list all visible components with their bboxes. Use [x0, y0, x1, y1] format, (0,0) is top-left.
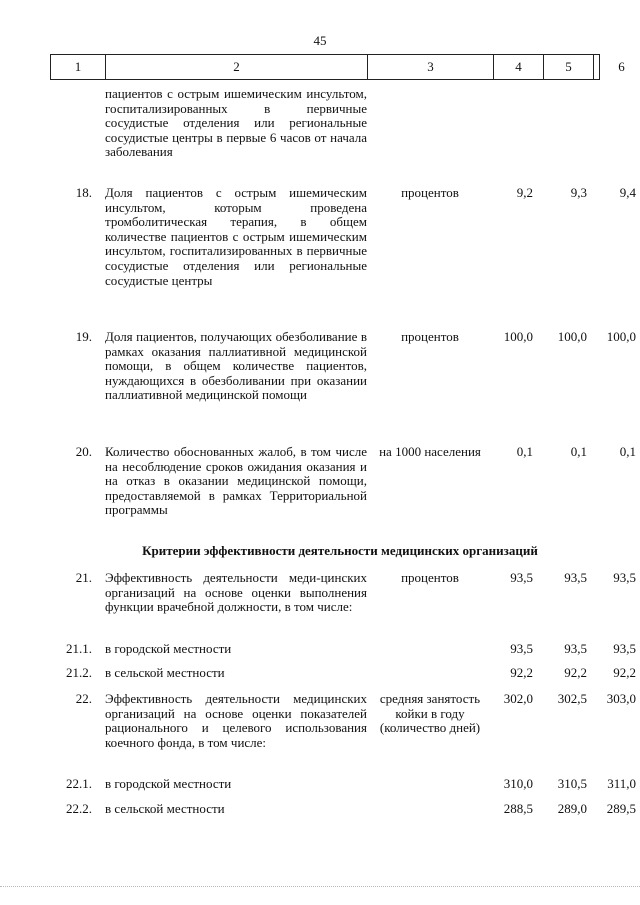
table-header	[50, 54, 625, 80]
page-number: 45	[313, 33, 327, 48]
scan-edge-line	[0, 886, 640, 887]
indicator-text: Эффективность деятельности медицинских организаций на основе оценки показателей рационального и целевого использования коечного фонда, в том числе:	[105, 691, 367, 750]
value-col-6: 93,5	[613, 641, 636, 656]
row-number: 19.	[75, 329, 92, 344]
value-col-4: 100,0	[503, 329, 533, 344]
value-col-6: 311,0	[607, 776, 636, 791]
row-number: 21.	[75, 570, 92, 585]
value-col-4: 93,5	[510, 570, 533, 585]
indicator-text: Количество обоснованных жалоб, в том числе на несоблюдение сроков ожидания оказания и на отказ в оказании медицинской помощи, предоставляемой в рамках Территориальной программы	[105, 444, 367, 518]
row-number: 20.	[75, 444, 92, 459]
indicator-text: в сельской местности	[105, 665, 225, 680]
value-col-5: 100,0	[557, 329, 587, 344]
value-col-5: 302,5	[557, 691, 587, 706]
value-col-4: 0,1	[516, 444, 533, 459]
section-title: Критерии эффективности деятельности медицинских организаций	[142, 543, 538, 558]
value-col-6: 93,5	[613, 570, 636, 585]
unit-cell: процентов	[401, 570, 459, 585]
value-col-6: 0,1	[619, 444, 636, 459]
indicator-text: Эффективность деятельности меди-цинских организаций на основе оценки выполнения функции врачебной должности, в том числе:	[105, 570, 367, 615]
indicator-text: Доля пациентов с острым ишемическим инсультом, которым проведена тромболитическая терапия, в общем количестве пациентов с острым ишемическим инсультом, госпитализированных в первичные сосудистые отделения или региональные сосудистые центры	[105, 185, 367, 288]
header-col-4: 4	[494, 55, 544, 79]
row-number: 21.1.	[66, 641, 92, 656]
unit-cell: средняя занятость койки в году (количество дней)	[379, 691, 481, 736]
value-col-6: 289,5	[606, 801, 636, 816]
value-col-6: 9,4	[619, 185, 636, 200]
header-col-5: 5	[544, 55, 594, 79]
value-col-5: 92,2	[564, 665, 587, 680]
row-number: 22.2.	[66, 801, 92, 816]
unit-cell: на 1000 населения	[379, 444, 481, 459]
value-col-4: 310,0	[503, 776, 533, 791]
unit-cell: процентов	[401, 185, 459, 200]
value-col-4: 92,2	[510, 665, 533, 680]
indicator-text: Доля пациентов, получающих обезболивание в рамках оказания паллиативной медицинской помощи, в общем количестве пациентов, нуждающихся в обезболивании при оказании паллиативной медицинской помощи	[105, 329, 367, 403]
indicator-text: в городской местности	[105, 776, 232, 791]
row-number: 22.1.	[66, 776, 92, 791]
row-number: 22.	[75, 691, 92, 706]
value-col-5: 9,3	[570, 185, 587, 200]
value-col-5: 289,0	[557, 801, 587, 816]
header-col-2: 2	[106, 55, 368, 79]
value-col-5: 93,5	[564, 641, 587, 656]
unit-cell: процентов	[401, 329, 459, 344]
row-number: 18.	[75, 185, 92, 200]
value-col-6: 92,2	[613, 665, 636, 680]
indicator-text: в городской местности	[105, 641, 232, 656]
header-col-1: 1	[51, 55, 106, 79]
value-col-6: 100,0	[606, 329, 636, 344]
value-col-4: 93,5	[510, 641, 533, 656]
value-col-4: 9,2	[516, 185, 533, 200]
value-col-5: 310,5	[557, 776, 587, 791]
value-col-4: 302,0	[503, 691, 533, 706]
value-col-5: 93,5	[564, 570, 587, 585]
header-col-6: 6	[618, 59, 625, 74]
value-col-6: 303,0	[606, 691, 636, 706]
value-col-4: 288,5	[503, 801, 533, 816]
indicator-text: пациентов с острым ишемическим инсультом, госпитализированных в первичные сосудистые отделения или региональные сосудистые центры в первые 6 часов от начала заболевания	[105, 86, 367, 160]
row-number: 21.2.	[66, 665, 92, 680]
header-col-3: 3	[368, 55, 494, 79]
indicator-text: в сельской местности	[105, 801, 225, 816]
value-col-5: 0,1	[570, 444, 587, 459]
